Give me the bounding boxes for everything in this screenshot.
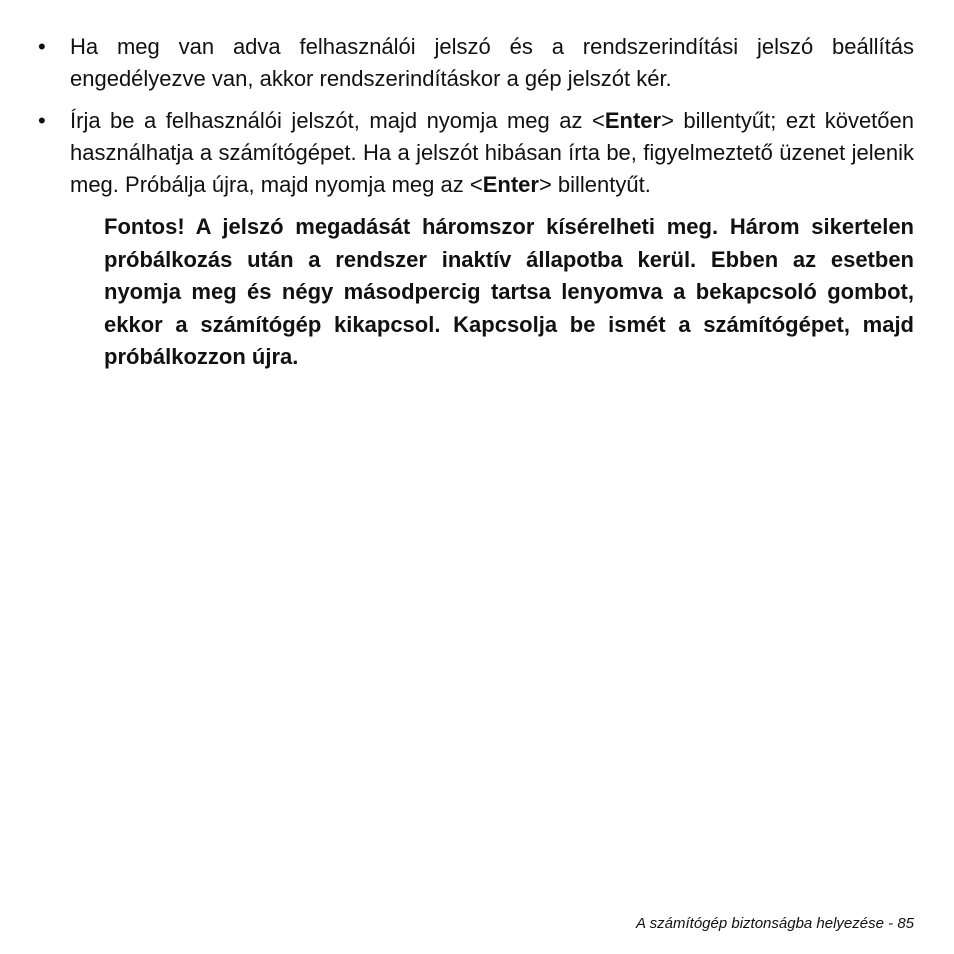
page-number: 85 [897,915,914,932]
page-footer [636,915,914,932]
bullet-item-password-prompt [38,31,914,95]
bullet-text-part: > billentyűt. [538,172,651,197]
bullet-item-enter-password [38,105,914,201]
bullet-mark: • [38,34,46,59]
important-note: Fontos! A jelszó megadását háromszor kísérelheti meg. Három sikertelen próbálkozás után a rendszer inaktív állapotba kerül. Ebben az esetben nyomja meg és négy másodpercig tartsa lenyomva a bekapcsoló gombot, ekkor a számítógép kikapcsol. Kapcsolja be ismét a számítógépet, majd próbálkozzon újra. [104,214,914,369]
footer-section-title: A számítógép biztonságba helyezése [636,915,884,932]
key-name-enter: Enter [604,108,662,133]
key-name-enter: Enter [482,172,539,197]
bullet-text-part: > billentyűt; ezt követően használhatja a számítógépet. Ha a jelszót hibásan írta be, figyelmeztető üzenet jelenik meg. Próbálja újra, majd nyomja meg az < [70,108,914,197]
bullet-mark: • [38,108,46,133]
bullet-text-part: Írja be a felhasználói jelszót, majd nyomja meg az < [70,108,605,133]
page-content [38,31,914,374]
bullet-text: Ha meg van adva felhasználói jelszó és a rendszerindítási jelszó beállítás engedélyezve van, akkor rendszerindításkor a gép jelszót kér. [70,34,914,91]
footer-separator: - [883,915,898,932]
